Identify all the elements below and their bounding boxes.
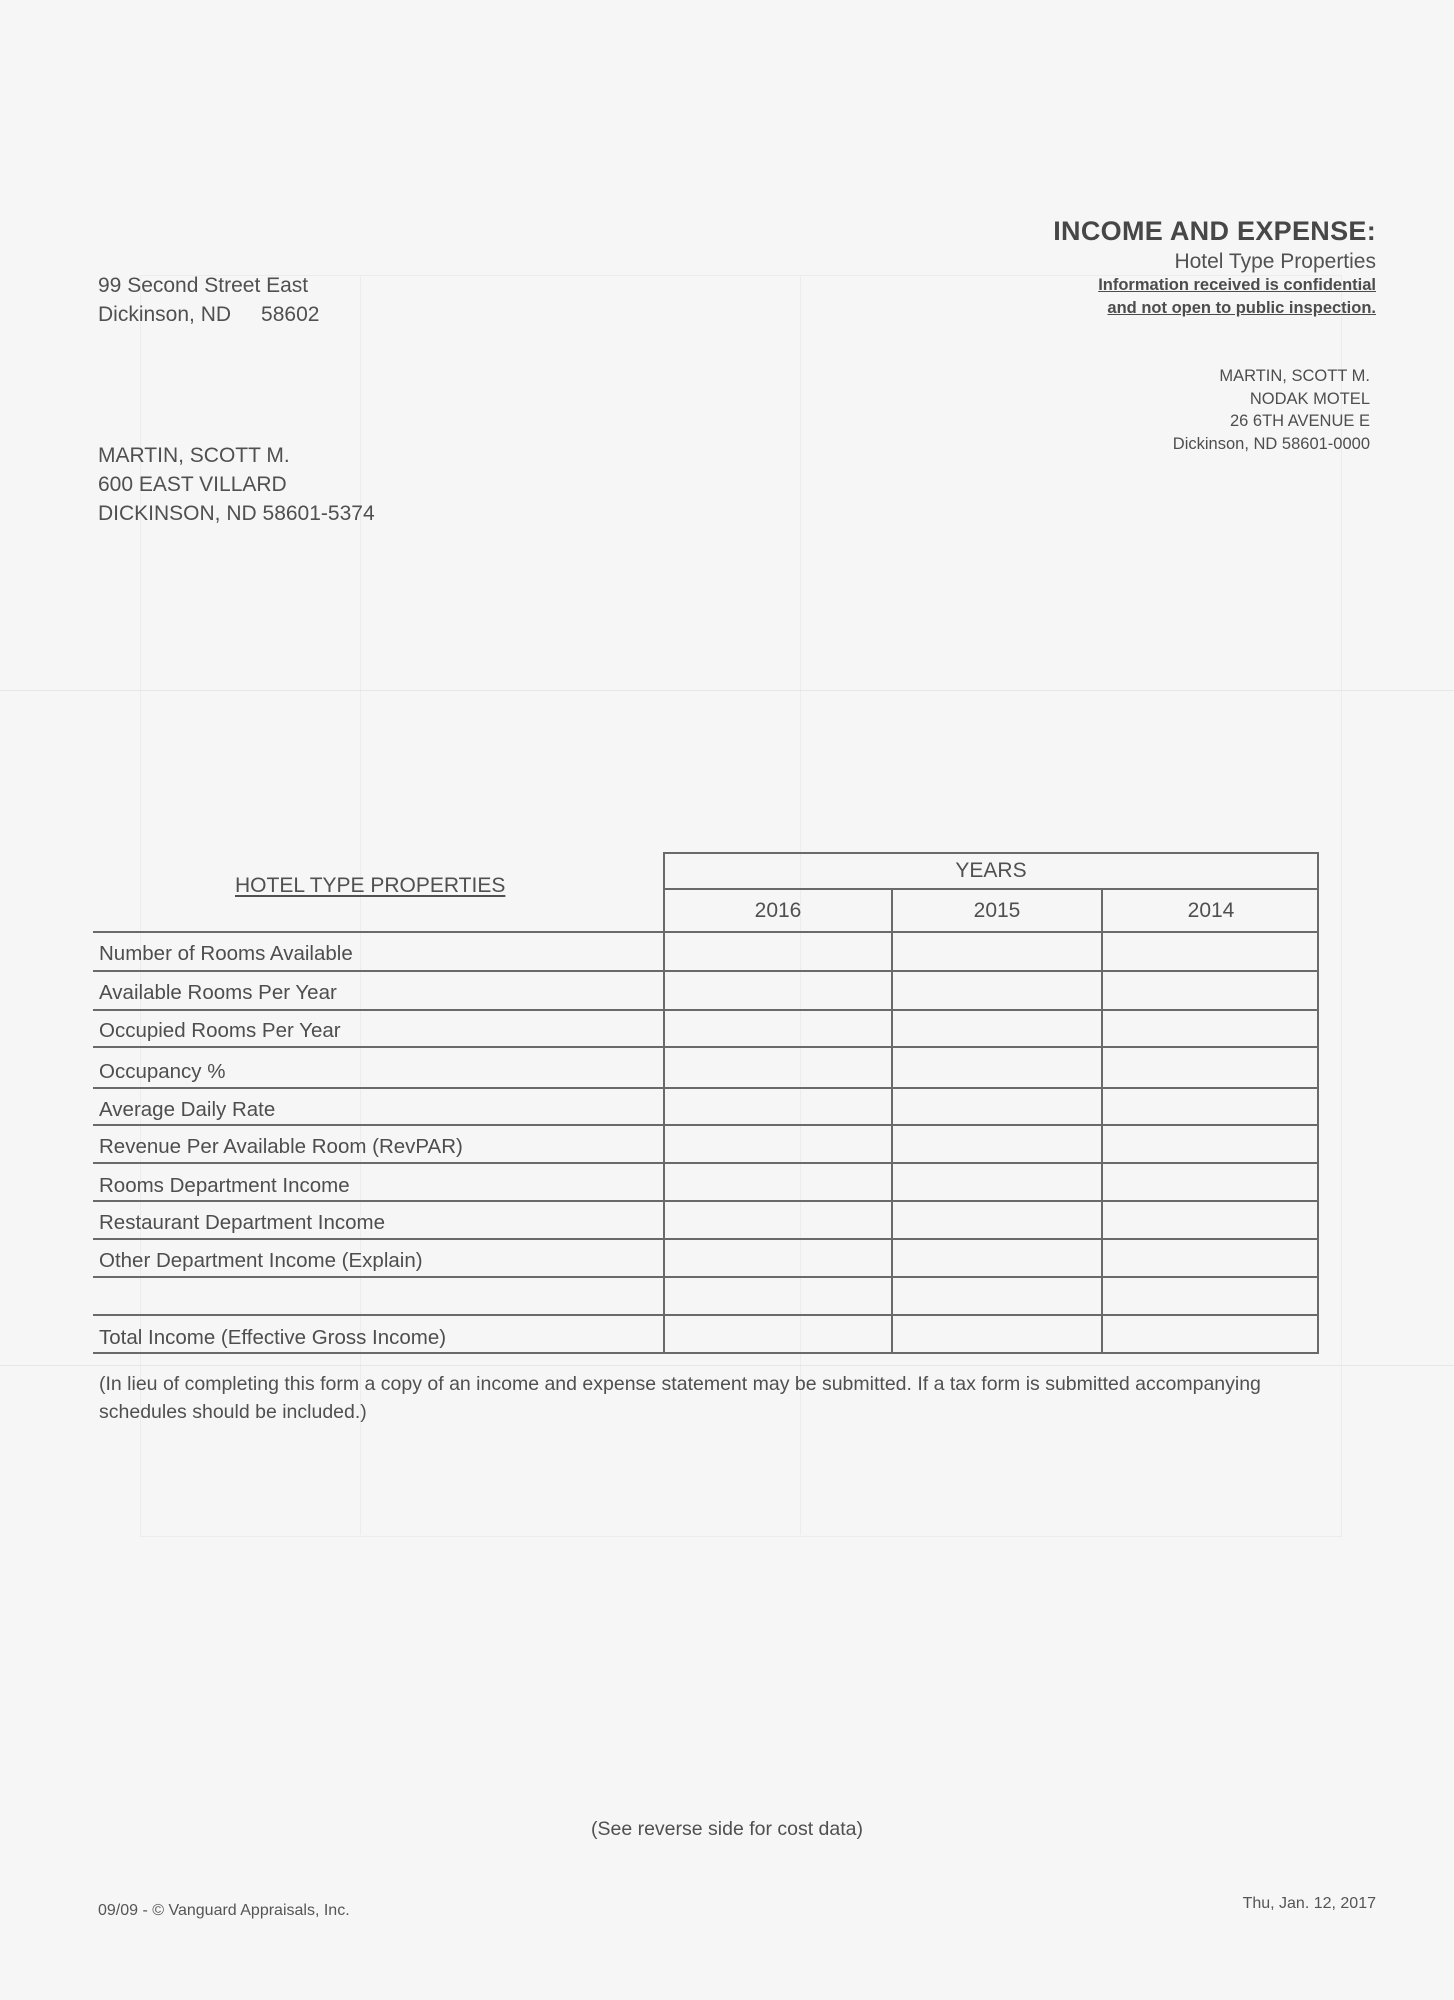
row-label-revpar: Revenue Per Available Room (RevPAR) [99, 1135, 463, 1158]
grid-hline [93, 1124, 1319, 1126]
recipient-address [98, 441, 375, 528]
confidentiality-notice [1053, 274, 1376, 320]
row-label-available-rooms-per-year: Available Rooms Per Year [99, 981, 337, 1004]
grid-hline [93, 1162, 1319, 1164]
confidential-line-2: and not open to public inspection. [1107, 299, 1376, 317]
property-city: Dickinson, ND 58601-0000 [1172, 434, 1370, 453]
grid-hline [93, 1276, 1319, 1278]
row-label-total-income: Total Income (Effective Gross Income) [99, 1326, 447, 1349]
form-subtitle: Hotel Type Properties [1174, 250, 1376, 273]
page-fold [0, 1365, 1454, 1366]
grid-hline [93, 931, 1319, 933]
confidential-line-1: Information received is confidential [1098, 276, 1376, 294]
sender-address [98, 271, 319, 329]
recipient-street: 600 EAST VILLARD [98, 473, 287, 496]
page-fold [0, 690, 1454, 691]
grid-hline [93, 1200, 1319, 1202]
footer-date: Thu, Jan. 12, 2017 [1242, 1895, 1376, 1912]
business-name: NODAK MOTEL [1249, 389, 1370, 408]
row-label-occupancy: Occupancy % [99, 1060, 226, 1083]
grid-hline [93, 1352, 1319, 1354]
grid-vline [1101, 890, 1103, 1353]
form-header [1053, 216, 1376, 320]
grid-hline [93, 1087, 1319, 1089]
row-label-rooms-dept-income: Rooms Department Income [99, 1174, 350, 1197]
row-label-occupied-rooms-per-year: Occupied Rooms Per Year [99, 1019, 341, 1042]
grid-vline [891, 890, 893, 1353]
property-owner-block [1173, 365, 1370, 455]
form-title: INCOME AND EXPENSE: [1053, 216, 1376, 246]
grid-hline [93, 1238, 1319, 1240]
row-label-rooms-available: Number of Rooms Available [99, 942, 353, 965]
grid-hline [93, 1009, 1319, 1011]
row-label-restaurant-income: Restaurant Department Income [99, 1211, 385, 1234]
row-label-average-daily-rate: Average Daily Rate [99, 1098, 276, 1121]
recipient-name: MARTIN, SCOTT M. [98, 444, 290, 467]
owner-name: MARTIN, SCOTT M. [1219, 367, 1370, 385]
grid-hline [93, 970, 1319, 972]
footer-copyright: 09/09 - © Vanguard Appraisals, Inc. [98, 1902, 350, 1919]
grid-hline [93, 1046, 1319, 1048]
years-header: YEARS [663, 852, 1319, 890]
sender-street: 99 Second Street East [98, 274, 309, 297]
grid-vline [663, 890, 665, 1353]
column-header-2015: 2015 [891, 890, 1101, 932]
column-header-2016: 2016 [663, 890, 891, 932]
sender-city-state: Dickinson, ND [98, 303, 232, 326]
property-address: 26 6TH AVENUE E [1229, 412, 1370, 430]
sender-city-line [98, 300, 319, 329]
recipient-city: DICKINSON, ND 58601-5374 [98, 502, 375, 525]
grid-hline [93, 1314, 1319, 1316]
sender-zip: 58602 [261, 303, 320, 326]
column-header-2014: 2014 [1101, 890, 1319, 932]
section-label: HOTEL TYPE PROPERTIES [235, 874, 506, 897]
row-label-other-dept-income: Other Department Income (Explain) [99, 1249, 423, 1272]
submission-note: (In lieu of completing this form a copy of an income and expense statement may be submitted. If a tax form is submitted accompanying schedules should be included.) [99, 1373, 1261, 1423]
reverse-side-note: (See reverse side for cost data) [590, 1818, 864, 1840]
grid-vline [1317, 890, 1319, 1353]
